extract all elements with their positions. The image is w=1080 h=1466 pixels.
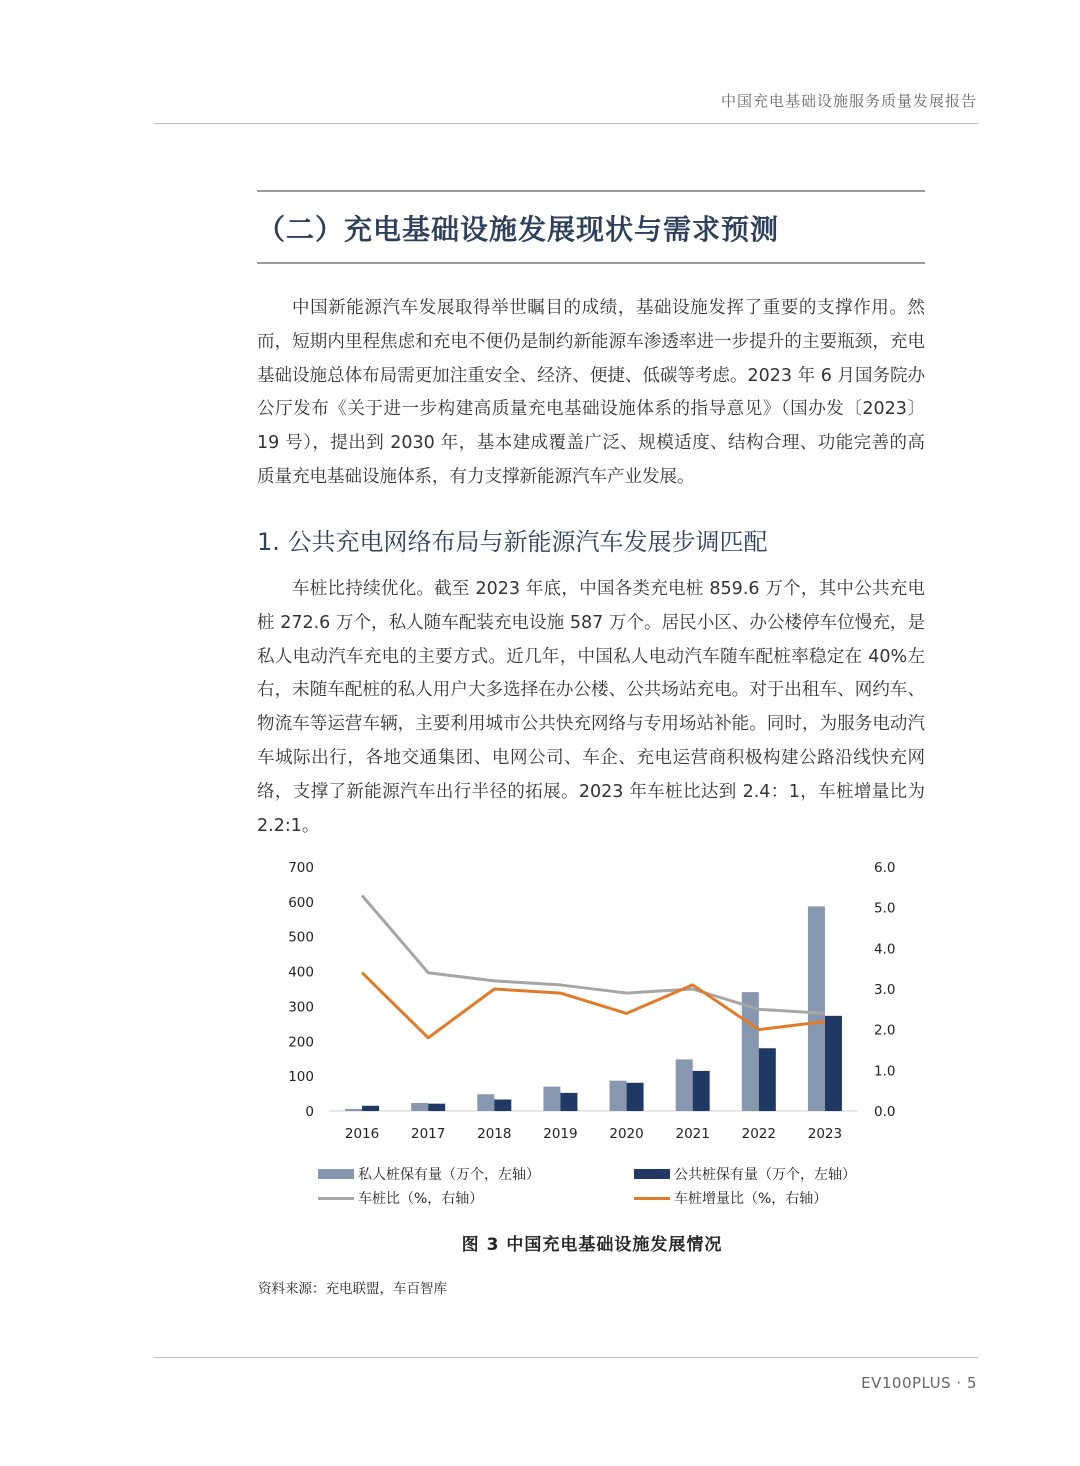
legend-item-increment-ratio [634, 1188, 827, 1208]
legend-label-ratio: 车桩比（%，右轴） [358, 1191, 484, 1207]
y-right-tick-label: 4.0 [874, 941, 896, 958]
legend-label-private: 私人桩保有量（万个，左轴） [358, 1167, 540, 1183]
header-rule [154, 123, 978, 124]
y-left-tick-label: 200 [288, 1034, 314, 1051]
section-rule-top [257, 190, 925, 192]
x-tick-label: 2021 [675, 1126, 710, 1142]
bar-private-piles [345, 1109, 362, 1111]
y-left-tick-label: 500 [288, 929, 314, 946]
x-tick-label: 2020 [609, 1126, 644, 1142]
y-left-tick-label: 300 [288, 999, 314, 1016]
y-right-tick-label: 0.0 [874, 1104, 896, 1120]
legend-swatch-increment [634, 1197, 670, 1200]
charging-infrastructure-chart [280, 850, 920, 1150]
bar-private-piles [676, 1059, 693, 1111]
x-tick-label: 2016 [344, 1126, 380, 1142]
bar-public-piles [428, 1104, 445, 1111]
bar-private-piles [543, 1087, 560, 1111]
y-right-tick-label: 2.0 [874, 1022, 896, 1039]
bar-public-piles [825, 1016, 842, 1111]
legend-item-public-piles [634, 1164, 856, 1184]
legend-item-vehicle-pile-ratio [318, 1188, 483, 1208]
y-right-tick-label: 3.0 [874, 982, 896, 998]
legend-label-increment: 车桩增量比（%，右轴） [674, 1191, 828, 1207]
header-title: 中国充电基础设施服务质量发展报告 [720, 92, 977, 110]
chart-legend [318, 1160, 918, 1212]
bar-public-piles [759, 1048, 776, 1111]
legend-label-public: 公共桩保有量（万个，左轴） [674, 1167, 856, 1183]
paragraph-intro: 中国新能源汽车发展取得举世瞩目的成绩，基础设施发挥了重要的支撑作用。然而，短期内里程焦虑和充电不便仍是制约新能源车渗透率进一步提升的主要瓶颈，充电基础设施总体布局需更加注重安全、经济、便捷、低碳等考虑。2023 年 6 月国务院办公厅发布《关于进一步构建高质量充电基础设施体系的指导意见》（国办发〔2023〕19 号），提出到 2030 年，基本建成覆盖广泛、规模适度、结构合理、功能完善的高质量充电基础设施体系，有力支撑新能源汽车产业发展。 [257, 298, 925, 487]
y-left-tick-label: 600 [288, 894, 314, 911]
y-right-tick-label: 6.0 [874, 860, 896, 876]
subsection-title: 1. 公共充电网络布局与新能源汽车发展步调匹配 [257, 528, 768, 556]
bar-public-piles [693, 1071, 710, 1111]
y-left-tick-label: 700 [288, 860, 314, 876]
x-tick-label: 2017 [411, 1126, 446, 1142]
bar-private-piles [411, 1103, 428, 1111]
footer-rule [154, 1357, 978, 1358]
legend-item-private-piles [318, 1164, 540, 1184]
bar-public-piles [560, 1093, 577, 1111]
y-right-tick-label: 5.0 [874, 900, 896, 917]
legend-swatch-public [634, 1169, 670, 1179]
footer-text: EV100PLUS · 5 [861, 1374, 977, 1392]
bar-private-piles [610, 1081, 627, 1111]
section-rule-bottom [257, 262, 925, 264]
x-tick-label: 2022 [741, 1126, 776, 1142]
bar-public-piles [627, 1083, 644, 1111]
bar-private-piles [808, 906, 825, 1111]
legend-swatch-private [318, 1169, 354, 1179]
bar-public-piles [362, 1106, 379, 1111]
section-title: （二）充电基础设施发展现状与需求预测 [257, 213, 780, 246]
bar-public-piles [494, 1099, 511, 1111]
x-tick-label: 2018 [477, 1126, 512, 1142]
figure-source: 资料来源：充电联盟，车百智库 [258, 1281, 447, 1297]
y-right-tick-label: 1.0 [874, 1063, 896, 1080]
x-tick-label: 2019 [543, 1126, 578, 1142]
y-left-tick-label: 100 [288, 1069, 314, 1086]
legend-swatch-ratio [318, 1197, 354, 1200]
figure-caption: 图 3 中国充电基础设施发展情况 [461, 1235, 723, 1255]
paragraph-charging-ratio: 车桩比持续优化。截至 2023 年底，中国各类充电桩 859.6 万个，其中公共充电桩 272.6 万个，私人随车配装充电设施 587 万个。居民小区、办公楼停车位慢充，是私人电动汽车充电的主要方式。近几年，中国私人电动汽车随车配桩率稳定在 40%左右，未随车配桩的私人用户大多选择在办公楼、公共场站充电。对于出租车、网约车、物流车等运营车辆，主要利用城市公共快充网络与专用场站补能。同时，为服务电动汽车城际出行，各地交通集团、电网公司、车企、充电运营商积极构建公路沿线快充网络，支撑了新能源汽车出行半径的拓展。2023 年车桩比达到 2.4：1，车桩增量比为 2.2:1。 [257, 579, 925, 836]
x-tick-label: 2023 [807, 1126, 843, 1142]
y-left-tick-label: 400 [288, 964, 314, 981]
y-left-tick-label: 0 [305, 1104, 314, 1120]
bar-private-piles [477, 1094, 494, 1111]
